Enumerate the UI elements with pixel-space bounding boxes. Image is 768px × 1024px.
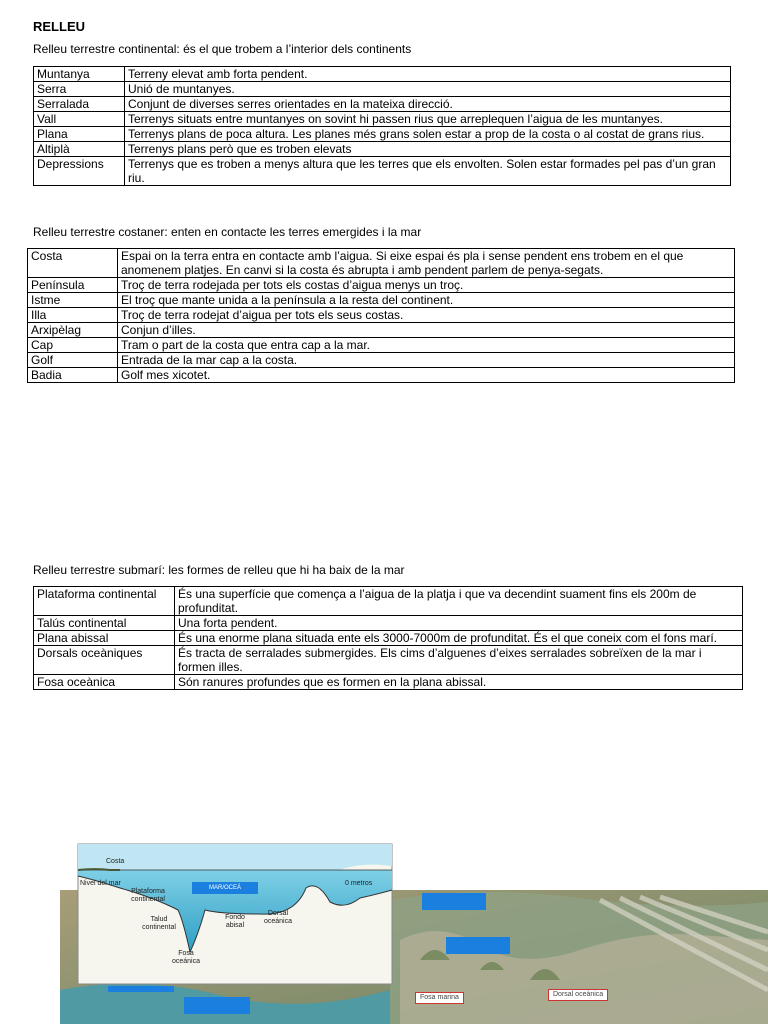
definition-cell: Una forta pendent. — [175, 616, 743, 631]
term-cell: Depressions — [34, 157, 125, 186]
term-cell: Istme — [28, 293, 118, 308]
table-row — [34, 67, 731, 82]
relief-illustration — [60, 840, 768, 1024]
blank-label-box — [108, 986, 174, 992]
table-row — [28, 293, 735, 308]
term-cell: Arxipèlag — [28, 323, 118, 338]
table-row — [28, 308, 735, 323]
label-dorsal: Dorsal oceánica — [263, 910, 293, 925]
table-submari — [33, 586, 743, 690]
table-row — [34, 97, 731, 112]
definition-cell: Tram o part de la costa que entra cap a la mar. — [118, 338, 735, 353]
table-row — [34, 587, 743, 616]
label-nivel-mar: Nivel del mar — [80, 880, 121, 887]
term-cell: Golf — [28, 353, 118, 368]
definition-cell: Entrada de la mar cap a la costa. — [118, 353, 735, 368]
table-row — [28, 353, 735, 368]
table-row — [28, 249, 735, 278]
definition-cell: Són ranures profundes que es formen en la plana abissal. — [175, 675, 743, 690]
term-cell: Plataforma continental — [34, 587, 175, 616]
definition-cell: Conjunt de diverses serres orientades en la mateixa direcció. — [125, 97, 731, 112]
relief-landscape — [60, 840, 768, 1024]
definition-cell: Golf mes xicotet. — [118, 368, 735, 383]
term-cell: Altiplà — [34, 142, 125, 157]
definition-cell: Troç de terra rodejada per tots els costas d’aigua menys un troç. — [118, 278, 735, 293]
section-intro-submari: Relleu terrestre submarí: les formes de relleu que hi ha baix de la mar — [33, 563, 405, 577]
term-cell: Plana — [34, 127, 125, 142]
table-row — [28, 368, 735, 383]
section-intro-continental: Relleu terrestre continental: és el que trobem a l’interior dels continents — [33, 42, 412, 56]
table-row — [34, 631, 743, 646]
term-cell: Illa — [28, 308, 118, 323]
term-cell: Plana abissal — [34, 631, 175, 646]
table-row — [34, 675, 743, 690]
label-plataforma: Plataforma continental — [131, 888, 165, 903]
blank-label-box — [422, 893, 486, 910]
definition-cell: Terrenys situats entre muntanyes on sovint hi passen rius que arreplequen l’aigua de les muntanyes. — [125, 112, 731, 127]
table-row — [28, 278, 735, 293]
definition-cell: Terrenys plans però que es troben elevats — [125, 142, 731, 157]
table-row — [34, 616, 743, 631]
term-cell: Península — [28, 278, 118, 293]
term-cell: Serra — [34, 82, 125, 97]
term-cell: Muntanya — [34, 67, 125, 82]
table-row — [28, 323, 735, 338]
definition-cell: Espai on la terra entra en contacte amb l’aigua. Si eixe espai és pla i sense pendent ens trobem en el que anomenem platjes. En canvi si la costa és abrupta i amb pendent parlem de penya-segats. — [118, 249, 735, 278]
blank-label-box — [446, 937, 510, 954]
label-metros: 0 metros — [345, 880, 373, 887]
tag-dorsal-oceanica: Dorsal oceànica — [548, 989, 608, 1001]
term-cell: Fosa oceànica — [34, 675, 175, 690]
definition-cell: És tracta de serralades submergides. Els cims d’alguenes d’eixes serralades sobreïxen de la mar i formen illes. — [175, 646, 743, 675]
term-cell: Talús continental — [34, 616, 175, 631]
table-continental — [33, 66, 731, 186]
table-row — [34, 646, 743, 675]
table-row — [28, 338, 735, 353]
page-title: RELLEU — [33, 19, 85, 34]
definition-cell: Terreny elevat amb forta pendent. — [125, 67, 731, 82]
label-fondo: Fondo abisal — [225, 914, 245, 929]
table-costaner — [27, 248, 735, 383]
term-cell: Vall — [34, 112, 125, 127]
definition-cell: Troç de terra rodejat d’aigua per tots els seus costas. — [118, 308, 735, 323]
term-cell: Cap — [28, 338, 118, 353]
table-row — [34, 157, 731, 186]
blank-label-box — [184, 997, 250, 1014]
term-cell: Costa — [28, 249, 118, 278]
table-row — [34, 112, 731, 127]
tag-fosa-marina: Fosa marina — [415, 992, 464, 1004]
term-cell: Badia — [28, 368, 118, 383]
definition-cell: És una enorme plana situada ente els 3000-7000m de profunditat. És el que coneix com el fons marí. — [175, 631, 743, 646]
label-fosa: Fosa oceánica — [171, 950, 201, 965]
definition-cell: Terrenys plans de poca altura. Les planes més grans solen estar a prop de la costa o al costat de grans rius. — [125, 127, 731, 142]
label-talud: Talud continental — [142, 916, 176, 931]
table-row — [34, 142, 731, 157]
term-cell: Serralada — [34, 97, 125, 112]
definition-cell: Unió de muntanyes. — [125, 82, 731, 97]
definition-cell: Conjun d’illes. — [118, 323, 735, 338]
term-cell: Dorsals oceàniques — [34, 646, 175, 675]
label-mar: MAR/OCEÁ — [192, 882, 258, 894]
table-row — [34, 82, 731, 97]
label-costa: Costa — [106, 858, 125, 865]
definition-cell: És una superfície que comença a l’aigua de la platja i que va decendint suament fins els 200m de profunditat. — [175, 587, 743, 616]
section-intro-costaner: Relleu terrestre costaner: enten en contacte les terres emergides i la mar — [33, 225, 422, 239]
table-row — [34, 127, 731, 142]
definition-cell: El troç que mante unida a la península a la resta del continent. — [118, 293, 735, 308]
definition-cell: Terrenys que es troben a menys altura que les terres que els envolten. Solen estar formades pel pas d’un gran riu. — [125, 157, 731, 186]
